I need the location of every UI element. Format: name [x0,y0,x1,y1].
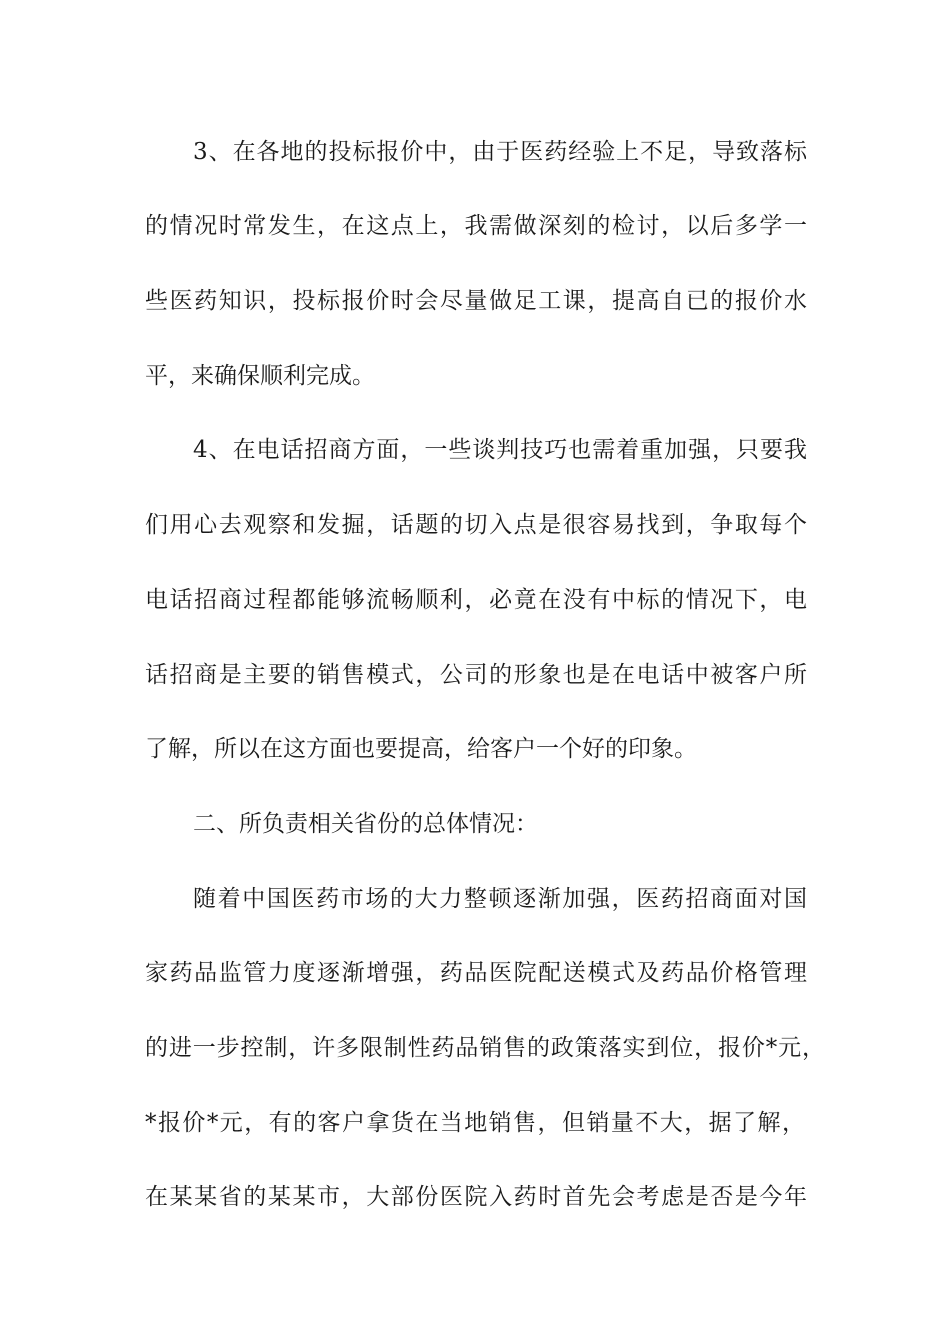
paragraph-4-line-5: 在某某省的某某市，大部份医院入药时首先会考虑是否是今年 [145,1184,807,1210]
paragraph-2-line-1: 4、在电话招商方面，一些谈判技巧也需着重加强，只要我 [193,437,807,463]
paragraph-1-line-4: 平，来确保顺利完成。 [145,363,375,389]
text-line [0,580,950,620]
text-line [0,879,950,919]
section-heading-text: 二、所负责相关省份的总体情况： [193,811,538,837]
text-line [0,1177,950,1217]
section-heading [0,804,950,844]
paragraph-2-line-5: 了解，所以在这方面也要提高，给客户一个好的印象。 [145,736,697,762]
text-line [0,281,950,321]
text-line [0,729,950,769]
text-line [0,206,950,246]
paragraph-2-line-4: 话招商是主要的销售模式，公司的形象也是在电话中被客户所 [145,662,807,688]
paragraph-4-line-4: *报价*元，有的客户拿货在当地销售，但销量不大，据了解， [145,1110,805,1136]
paragraph-1-line-2: 的情况时常发生，在这点上，我需做深刻的检讨，以后多学一 [145,213,807,239]
text-line [0,1103,950,1143]
text-line [0,505,950,545]
paragraph-1-line-1: 3、在各地的投标报价中，由于医药经验上不足，导致落标 [193,139,807,165]
text-line [0,356,950,396]
text-line [0,430,950,470]
paragraph-4-line-3: 的进一步控制，许多限制性药品销售的政策落实到位，报价*元， [145,1035,825,1061]
text-line [0,1028,950,1068]
text-line [0,132,950,172]
text-line [0,655,950,695]
text-line [0,953,950,993]
paragraph-4-line-2: 家药品监管力度逐渐增强，药品医院配送模式及药品价格管理 [145,960,807,986]
paragraph-1-line-3: 些医药知识，投标报价时会尽量做足工课，提高自已的报价水 [145,288,807,314]
paragraph-2-line-3: 电话招商过程都能够流畅顺利，必竟在没有中标的情况下，电 [145,587,807,613]
paragraph-2-line-2: 们用心去观察和发掘，话题的切入点是很容易找到，争取每个 [145,512,807,538]
paragraph-4-line-1: 随着中国医药市场的大力整顿逐渐加强，医药招商面对国 [193,886,807,912]
